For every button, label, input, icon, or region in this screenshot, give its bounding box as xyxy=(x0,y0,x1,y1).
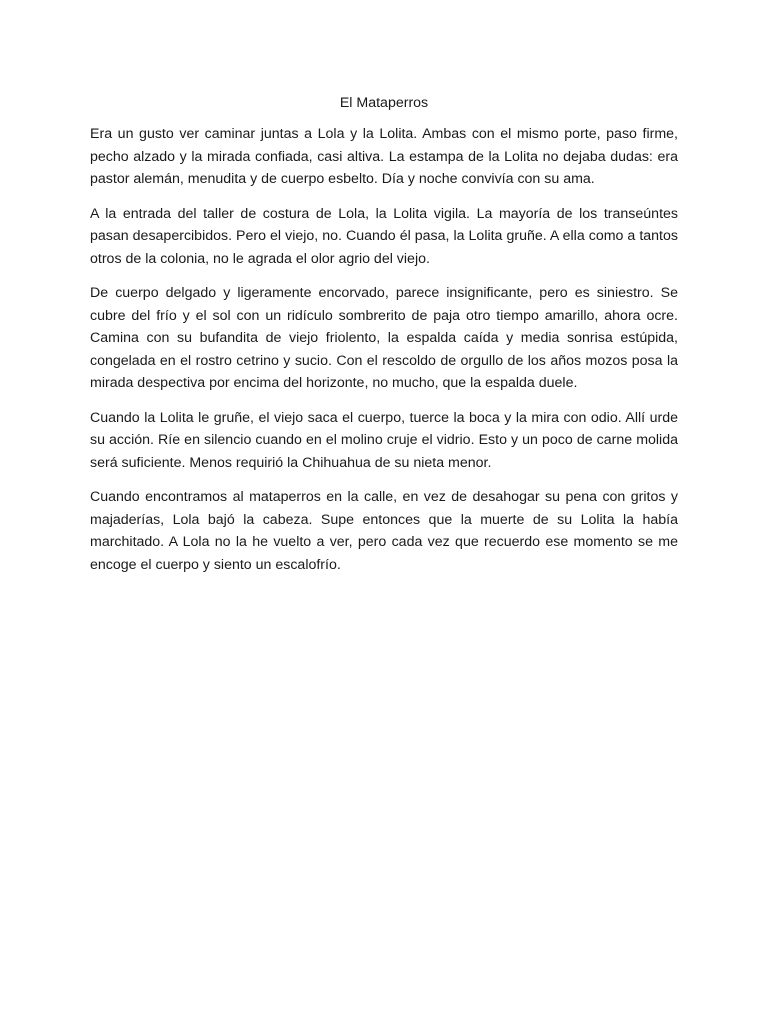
paragraph-5: Cuando encontramos al mataperros en la calle, en vez de desahogar su pena con gritos y majaderías, Lola bajó la cabeza. Supe entonces que la muerte de su Lolita la había marchitado. A Lola no la he vuelto a ver, pero cada vez que recuerdo ese momento se me encoge el cuerpo y siento un escalofrío. xyxy=(90,489,678,573)
paragraph-3: De cuerpo delgado y ligeramente encorvado, parece insignificante, pero es siniestro. Se cubre del frío y el sol con un ridículo sombrerito de paja otro tiempo amarillo, ahora ocre. Camina con su bufandita de viejo friolento, la espalda caída y media sonrisa estúpida, congelada en el rostro cetrino y sucio. Con el rescoldo de orgullo de los años mozos posa la mirada despectiva por encima del horizonte, no mucho, que la espalda duele. xyxy=(90,285,678,391)
paragraph-1: Era un gusto ver caminar juntas a Lola y la Lolita. Ambas con el mismo porte, paso firme, pecho alzado y la mirada confiada, casi altiva. La estampa de la Lolita no dejaba dudas: era pastor alemán, menudita y de cuerpo esbelto. Día y noche convivía con su ama. xyxy=(90,126,678,187)
paragraph-4: Cuando la Lolita le gruñe, el viejo saca el cuerpo, tuerce la boca y la mira con odio. Allí urde su acción. Ríe en silencio cuando en el molino cruje el vidrio. Esto y un poco de carne molida será suficiente. Menos requirió la Chihuahua de su nieta menor. xyxy=(90,409,678,471)
document-title: El Mataperros xyxy=(339,95,429,111)
document-body xyxy=(90,93,678,588)
paragraph-2: A la entrada del taller de costura de Lola, la Lolita vigila. La mayoría de los transeúntes pasan desapercibidos. Pero el viejo, no. Cuando él pasa, la Lolita gruñe. A ella como a tantos otros de la colonia, no le agrada el olor agrio del viejo. xyxy=(90,205,678,267)
